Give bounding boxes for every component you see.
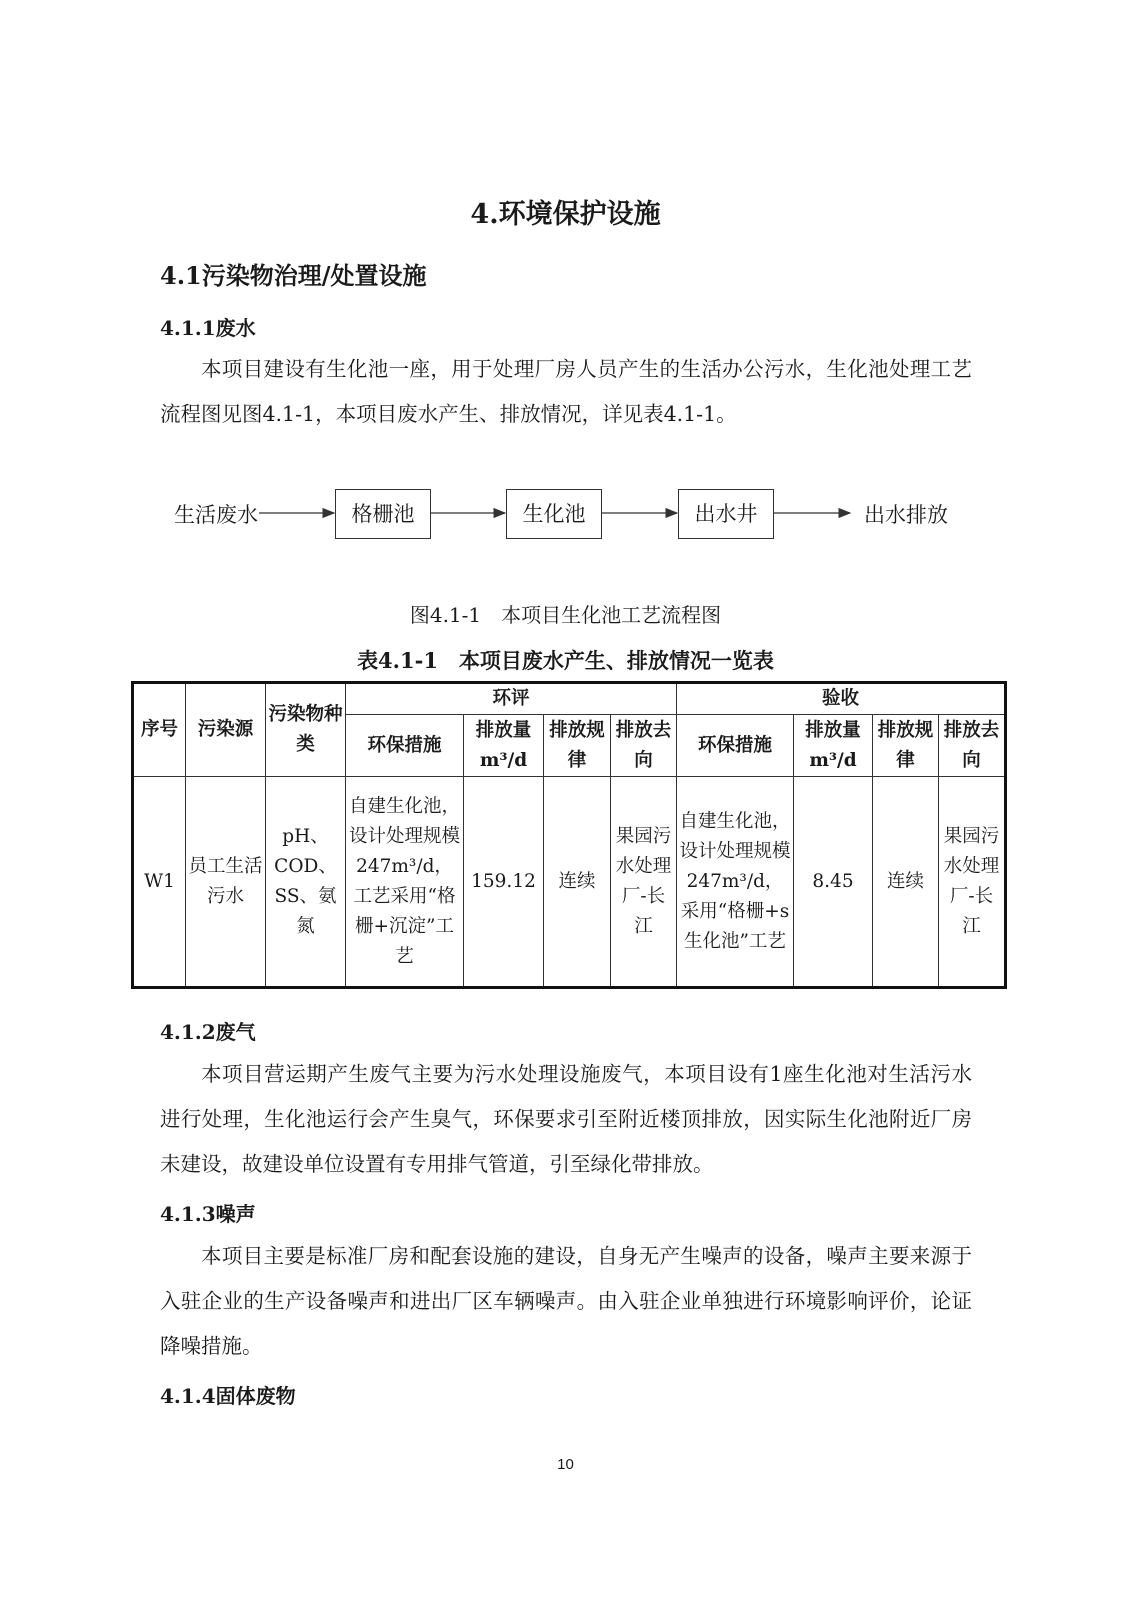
header-acc-volume: 排放量 m³/d <box>794 715 873 777</box>
flow-arrows <box>0 0 1131 560</box>
wastewater-paragraph: 本项目建设有生化池一座，用于处理厂房人员产生的生活办公污水，生化池处理工艺流程图见图4.1-1，本项目废水产生、排放情况，详见表4.1-1。 <box>160 357 972 426</box>
noise-heading: 4.1.3噪声 <box>160 1202 256 1226</box>
cell-pollutant: pH、COD、SS、氨氮 <box>266 777 346 988</box>
wastewater-table <box>131 681 1007 989</box>
header-acc-destination: 排放去向 <box>939 715 1006 777</box>
cell-acc-volume: 8.45 <box>794 777 873 988</box>
flow-end-label: 出水排放 <box>864 503 948 527</box>
header-eia-pattern: 排放规律 <box>544 715 611 777</box>
cell-seq: W1 <box>133 777 186 988</box>
cell-eia-volume: 159.12 <box>464 777 544 988</box>
section-title: 4.1污染物治理/处置设施 <box>160 261 427 290</box>
header-eia-measure: 环保措施 <box>346 715 464 777</box>
flow-start-label: 生活废水 <box>174 503 258 527</box>
header-acceptance: 验收 <box>677 683 1006 715</box>
chapter-title: 4.环境保护设施 <box>470 199 661 230</box>
cell-acc-measure: 自建生化池，设计处理规模247m³/d，采用“格栅+s生化池”工艺 <box>677 777 794 988</box>
wastewater-heading: 4.1.1废水 <box>160 316 256 340</box>
header-eia-destination: 排放去向 <box>611 715 677 777</box>
header-eia-volume: 排放量 m³/d <box>464 715 544 777</box>
header-source: 污染源 <box>186 683 266 777</box>
cell-acc-pattern: 连续 <box>873 777 939 988</box>
exhaust-heading: 4.1.2废气 <box>160 1020 256 1044</box>
header-acc-measure: 环保措施 <box>677 715 794 777</box>
table-caption: 表4.1-1 本项目废水产生、排放情况一览表 <box>357 648 774 673</box>
header-seq: 序号 <box>133 683 186 777</box>
cell-eia-pattern: 连续 <box>544 777 611 988</box>
solid-waste-heading: 4.1.4固体废物 <box>160 1384 296 1408</box>
table-row <box>133 777 1006 988</box>
header-eia: 环评 <box>346 683 677 715</box>
figure-caption: 图4.1-1 本项目生化池工艺流程图 <box>409 603 722 627</box>
flow-box-biochemical-tank: 生化池 <box>506 489 602 539</box>
cell-eia-destination: 果园污水处理厂-长江 <box>611 777 677 988</box>
cell-eia-measure: 自建生化池，设计处理规模247m³/d，工艺采用“格栅+沉淀”工艺 <box>346 777 464 988</box>
page-number: 10 <box>557 1456 574 1473</box>
cell-acc-destination: 果园污水处理厂-长江 <box>939 777 1006 988</box>
flow-box-grille-tank: 格栅池 <box>335 489 431 539</box>
noise-paragraph: 本项目主要是标准厂房和配套设施的建设，自身无产生噪声的设备，噪声主要来源于入驻企业的生产设备噪声和进出厂区车辆噪声。由入驻企业单独进行环境影响评价，论证降噪措施。 <box>160 1244 972 1358</box>
flow-box-outlet-well: 出水井 <box>678 489 774 539</box>
header-acc-pattern: 排放规律 <box>873 715 939 777</box>
cell-source: 员工生活污水 <box>186 777 266 988</box>
exhaust-paragraph: 本项目营运期产生废气主要为污水处理设施废气，本项目设有1座生化池对生活污水进行处理，生化池运行会产生臭气，环保要求引至附近楼顶排放，因实际生化池附近厂房未建设，故建设单位设置有专用排气管道，引至绿化带排放。 <box>160 1062 972 1176</box>
header-pollutant: 污染物种类 <box>266 683 346 777</box>
